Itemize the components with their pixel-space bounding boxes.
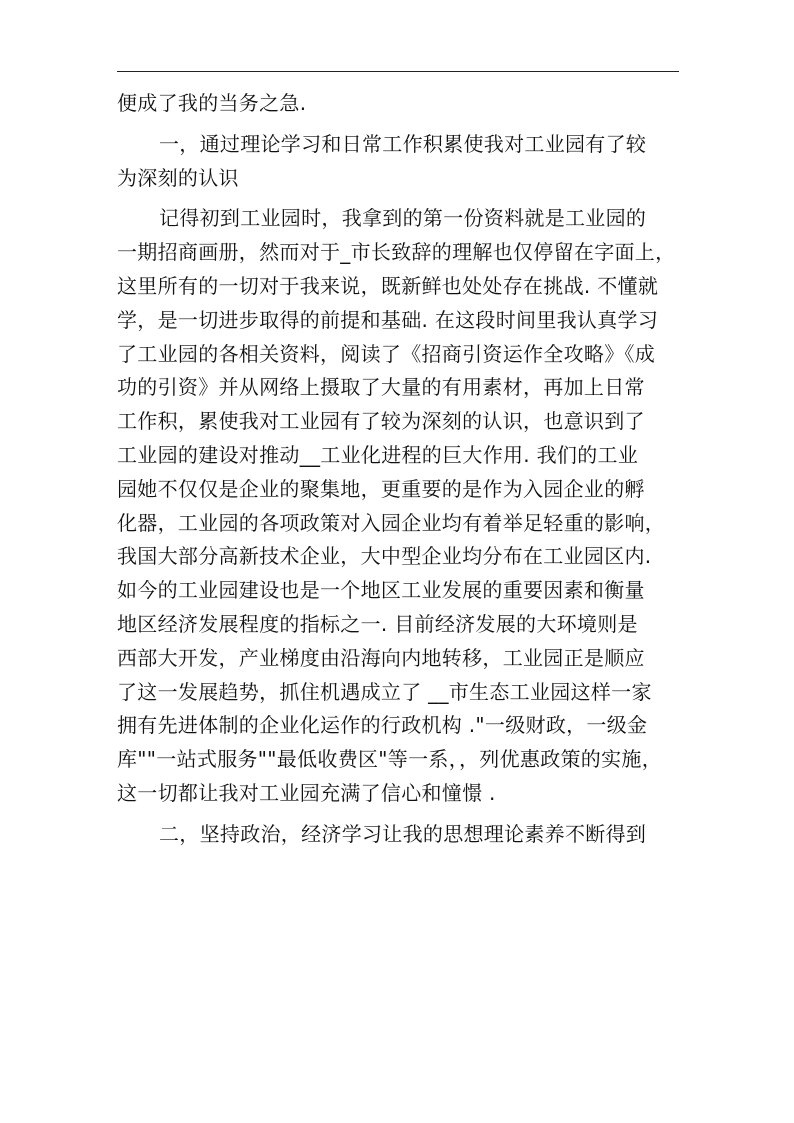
- text-line: 库""一站式服务""最低收费区"等一系，，列优惠政策的实施，: [117, 747, 662, 772]
- section-heading-2: 二，坚持政治，经济学习让我的思想理论素养不断得到: [159, 821, 647, 846]
- text-line: 拥有先进体制的企业化运作的行政机构 ."一级财政，一级金: [117, 713, 648, 738]
- text-line: 工业园的建设对推动__工业化进程的巨大作用. 我们的工业: [117, 442, 639, 467]
- header-rule: [117, 71, 679, 72]
- text-line: 一期招商画册，然而对于_市长致辞的理解也仅停留在字面上，: [117, 240, 676, 265]
- text-line: 我国大部分高新技术企业，大中型企业均分布在工业园区内.: [117, 544, 652, 569]
- text-line: 功的引资》并从网络上摄取了大量的有用素材，再加上日常: [117, 375, 645, 400]
- text-line: 了这一发展趋势，抓住机遇成立了 __市生态工业园这样一家: [117, 679, 652, 704]
- section-heading-1-cont: 为深刻的认识: [117, 165, 239, 190]
- text-line: 地区经济发展程度的指标之一. 目前经济发展的大环境则是: [117, 611, 638, 636]
- section-heading-1: 一，通过理论学习和日常工作积累使我对工业园有了较: [159, 131, 647, 156]
- text-line: 园她不仅仅是企业的聚集地，更重要的是作为入园企业的孵: [117, 476, 645, 501]
- text-line: 便成了我的当务之急.: [117, 91, 307, 115]
- text-line: 西部大开发，产业梯度由沿海向内地转移，工业园正是顺应: [117, 645, 645, 670]
- text-line: 了工业园的各相关资料，阅读了《招商引资运作全攻略》《成: [117, 341, 656, 366]
- text-line: 学，是一切进步取得的前提和基础. 在这段时间里我认真学习: [117, 307, 659, 332]
- text-line: 这一切都让我对工业园充满了信心和憧憬 .: [117, 780, 496, 805]
- text-line: 工作积，累使我对工业园有了较为深刻的认识，也意识到了: [117, 409, 645, 434]
- paragraph-start: 记得初到工业园时，我拿到的第一份资料就是工业园的: [159, 206, 647, 231]
- text-line: 化器，工业园的各项政策对入园企业均有着举足轻重的影响，: [117, 510, 666, 535]
- text-line: 这里所有的一切对于我来说，既新鲜也处处存在挑战. 不懂就: [117, 273, 659, 298]
- document-body: [117, 87, 683, 852]
- text-line: 如今的工业园建设也是一个地区工业发展的重要因素和衡量: [117, 578, 645, 603]
